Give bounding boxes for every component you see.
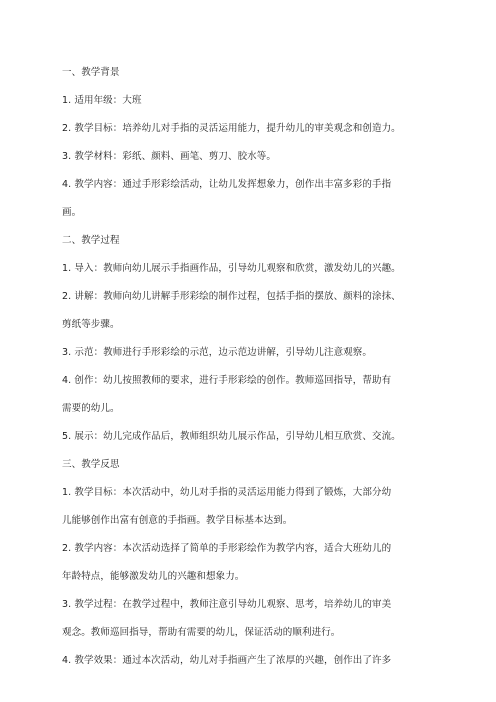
- paragraph-line: 1. 适用年级：大班: [62, 95, 142, 106]
- section-heading-process: 二、教学过程: [62, 235, 120, 246]
- paragraph-line: 2. 教学目标：培养幼儿对手指的灵活运用能力，提升幼儿的审美观念和创造力。: [62, 123, 401, 134]
- paragraph-line: 3. 教学材料：彩纸、颜料、画笔、剪刀、胶水等。: [62, 151, 276, 162]
- paragraph-line: 5. 展示：幼儿完成作品后，教师组织幼儿展示作品，引导幼儿相互欣赏、交流。: [62, 431, 401, 442]
- paragraph-line: 2. 教学内容：本次活动选择了简单的手形彩绘作为教学内容，适合大班幼儿的: [62, 543, 392, 554]
- paragraph-line: 4. 创作：幼儿按照教师的要求，进行手形彩绘的创作。教师巡回指导，帮助有: [62, 375, 392, 386]
- paragraph-line: 3. 教学过程：在教学过程中，教师注意引导幼儿观察、思考，培养幼儿的审美: [62, 599, 392, 610]
- paragraph-line: 4. 教学效果：通过本次活动，幼儿对手指画产生了浓厚的兴趣，创作出了许多: [62, 655, 392, 666]
- paragraph-line: 1. 教学目标：本次活动中，幼儿对手指的灵活运用能力得到了锻炼，大部分幼: [62, 487, 392, 498]
- paragraph-line: 需要的幼儿。: [62, 403, 120, 414]
- paragraph-line: 2. 讲解：教师向幼儿讲解手形彩绘的制作过程，包括手指的摆放、颜料的涂抹、: [62, 291, 401, 302]
- paragraph-line: 儿能够创作出富有创意的手指画。教学目标基本达到。: [62, 515, 293, 526]
- paragraph-line: 画。: [62, 207, 82, 218]
- paragraph-line: 剪纸等步骤。: [62, 319, 120, 330]
- paragraph-line: 年龄特点，能够激发幼儿的兴趣和想象力。: [62, 571, 245, 582]
- document-body: [62, 63, 462, 670]
- paragraph-line: 3. 示范：教师进行手形彩绘的示范，边示范边讲解，引导幼儿注意观察。: [62, 347, 372, 358]
- section-heading-background: 一、教学背景: [62, 67, 120, 78]
- paragraph-line: 4. 教学内容：通过手形彩绘活动，让幼儿发挥想象力，创作出丰富多彩的手指: [62, 179, 392, 190]
- section-heading-reflection: 三、教学反思: [62, 459, 120, 470]
- paragraph-line: 观念。教师巡回指导，帮助有需要的幼儿，保证活动的顺利进行。: [62, 627, 341, 638]
- paragraph-line: 1. 导入：教师向幼儿展示手指画作品，引导幼儿观察和欣赏，激发幼儿的兴趣。: [62, 263, 401, 274]
